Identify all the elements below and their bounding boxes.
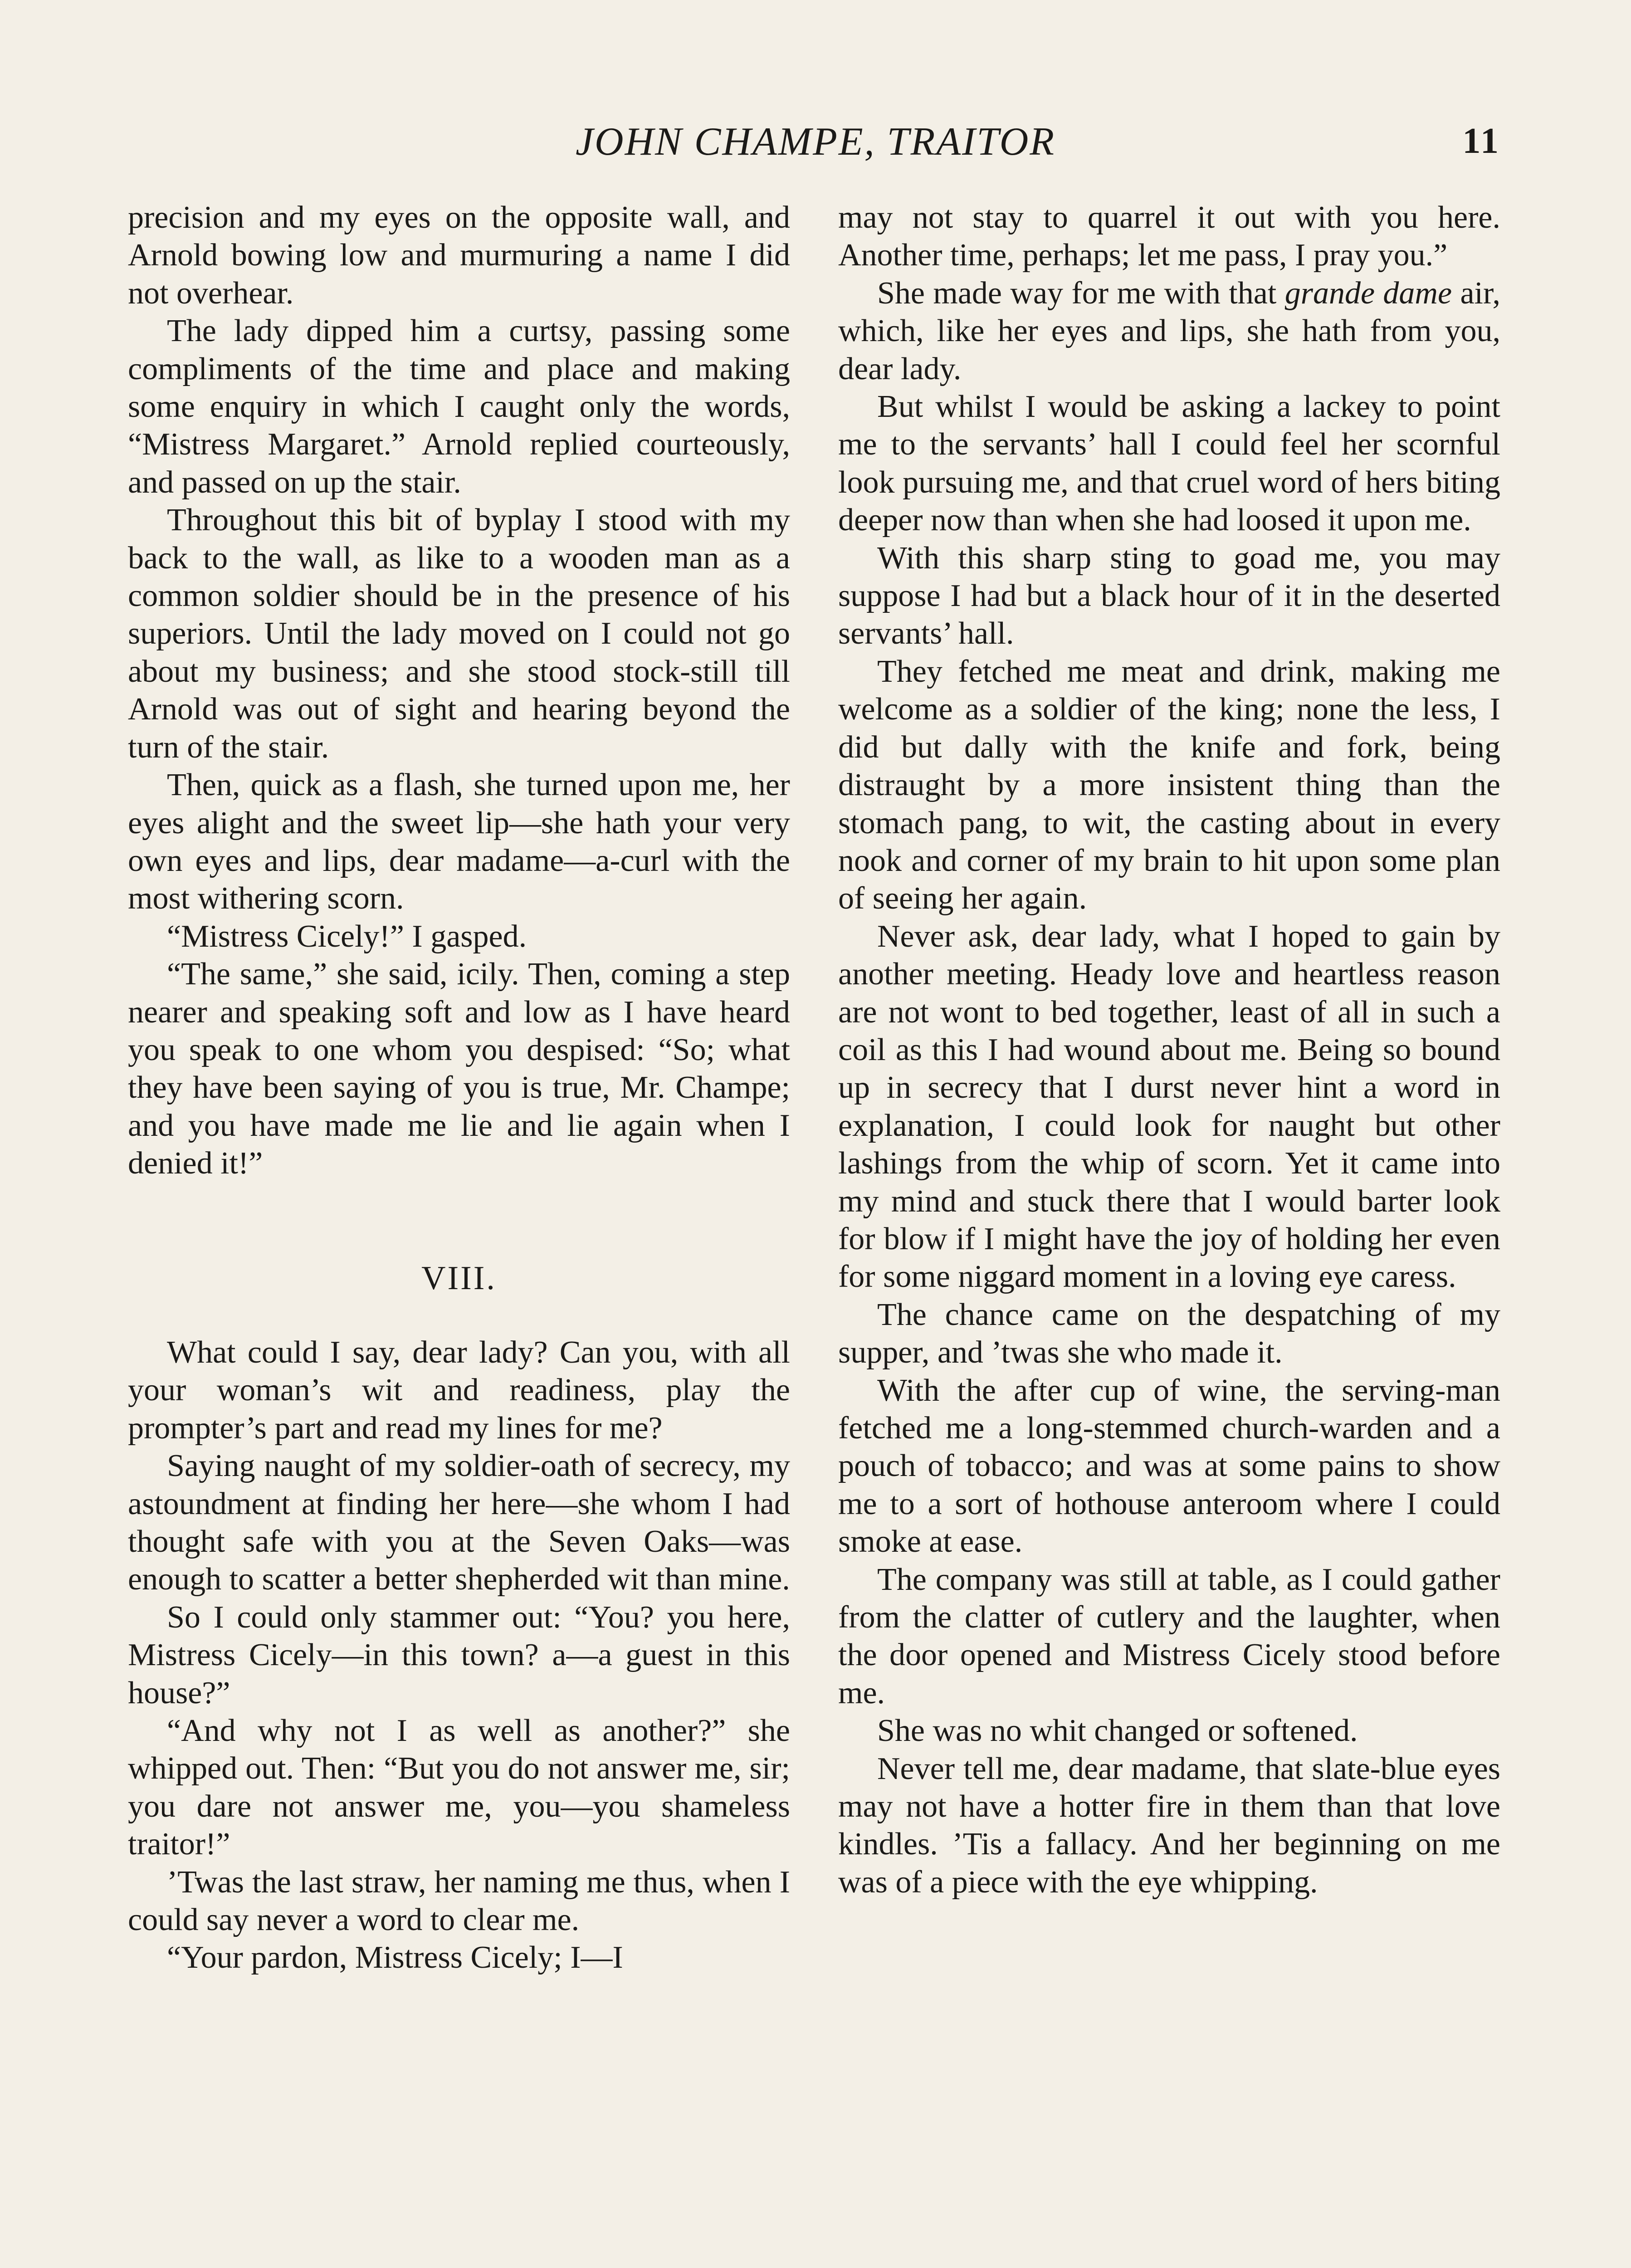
- paragraph: precision and my eyes on the opposite wall, and Arnold bowing low and murmuring a name I did not overhear.: [128, 200, 790, 311]
- paragraph: The lady dipped him a curtsy, passing some compliments of the time and place and making some enquiry in which I caught only the words, “Mistress Margaret.” Arnold replied courteously, and passed on up the stair.: [128, 313, 790, 500]
- paragraph: With the after cup of wine, the serving-man fetched me a long-stemmed church-warden and a pouch of tobacco; and was at some pains to show me to a sort of hothouse anteroom where I could smoke at ease.: [838, 1373, 1500, 1559]
- paragraph: Saying naught of my soldier-oath of secrecy, my astoundment at finding her here—she whom I had thought safe with you at the Seven Oaks—was enough to scatter a better shepherded wit than mine.: [128, 1448, 790, 1597]
- left-column: [128, 199, 790, 1977]
- paragraph: Then, quick as a flash, she turned upon me, her eyes alight and the sweet lip—she hath your very own eyes and lips, dear madame—a-curl with the most withering scorn.: [128, 767, 790, 916]
- paragraph: Never tell me, dear madame, that slate-blue eyes may not have a hotter fire in them than that love kindles. ’Tis a fallacy. And her beginning on me was of a piece with the eye whipping.: [838, 1751, 1500, 1900]
- running-header: [0, 119, 1631, 173]
- page-number: 11: [1462, 121, 1500, 161]
- paragraph: “Mistress Cicely!” I gasped.: [167, 919, 527, 954]
- paragraph: What could I say, dear lady? Can you, with all your woman’s wit and readiness, play the prompter’s part and read my lines for me?: [128, 1334, 790, 1446]
- paragraph: With this sharp sting to goad me, you may suppose I had but a black hour of it in the deserted servants’ hall.: [838, 540, 1500, 651]
- paragraph: She was no whit changed or softened.: [877, 1713, 1358, 1749]
- paragraph: The chance came on the despatching of my supper, and ’twas she who made it.: [838, 1297, 1500, 1370]
- right-column: [838, 199, 1500, 1901]
- paragraph: So I could only stammer out: “You? you here, Mistress Cicely—in this town? a—a guest in this house?”: [128, 1599, 790, 1711]
- paragraph: Never ask, dear lady, what I hoped to gain by another meeting. Heady love and heartless reason are not wont to bed together, least of all in such a coil as this I had wound about me. Being so bound up in secrecy that I durst never hint a word in explanation, I could look for naught but other lashings from the whip of scorn. Yet it came into my mind and stuck there that I would barter look for blow if I might have the joy of holding her even for some niggard moment in a loving eye caress.: [838, 919, 1500, 1295]
- paragraph: “And why not I as well as another?” she whipped out. Then: “But you do not answer me, sir; you dare not answer me, you—you shameless traitor!”: [128, 1713, 790, 1862]
- paragraph: The company was still at table, as I could gather from the clatter of cutlery and the laughter, when the door opened and Mistress Cicely stood before me.: [838, 1562, 1500, 1711]
- paragraph: “Your pardon, Mistress Cicely; I—I: [167, 1940, 623, 1975]
- paragraph-text: air, which, like her eyes and lips, she hath from you, dear lady.: [838, 275, 1501, 386]
- paragraph: Throughout this bit of byplay I stood with my back to the wall, as like to a wooden man as a common soldier should be in the presence of his superiors. Until the lady moved on I could not go about my business; and she stood stock-still till Arnold was out of sight and hearing beyond the turn of the stair.: [128, 503, 790, 765]
- paragraph: [838, 274, 1500, 388]
- paragraph: may not stay to quarrel it out with you here. Another time, perhaps; let me pass, I pray you.”: [838, 200, 1500, 273]
- paragraph: But whilst I would be asking a lackey to point me to the servants’ hall I could feel her scornful look pursuing me, and that cruel word of hers biting deeper now than when she had loosed it upon me.: [838, 389, 1500, 538]
- paragraph: “The same,” she said, icily. Then, coming a step nearer and speaking soft and low as I have heard you speak to one whom you despised: “So; what they have been saying of you is true, Mr. Champe; and you have made me lie and lie again when I denied it!”: [128, 957, 790, 1181]
- italic-phrase: grande dame: [1284, 275, 1452, 311]
- paragraph: ’Twas the last straw, her naming me thus, when I could say never a word to clear me.: [128, 1864, 790, 1938]
- running-title: JOHN CHAMPE, TRAITOR: [575, 120, 1056, 164]
- paragraph-text: She made way for me with that: [877, 275, 1285, 311]
- chapter-heading: VIII.: [421, 1259, 497, 1297]
- paragraph: They fetched me meat and drink, making me welcome as a soldier of the king; none the less, I did but dally with the knife and fork, being distraught by a more insistent thing than the stomach pang, to wit, the casting about in every nook and corner of my brain to hit upon some plan of seeing her again.: [838, 654, 1500, 916]
